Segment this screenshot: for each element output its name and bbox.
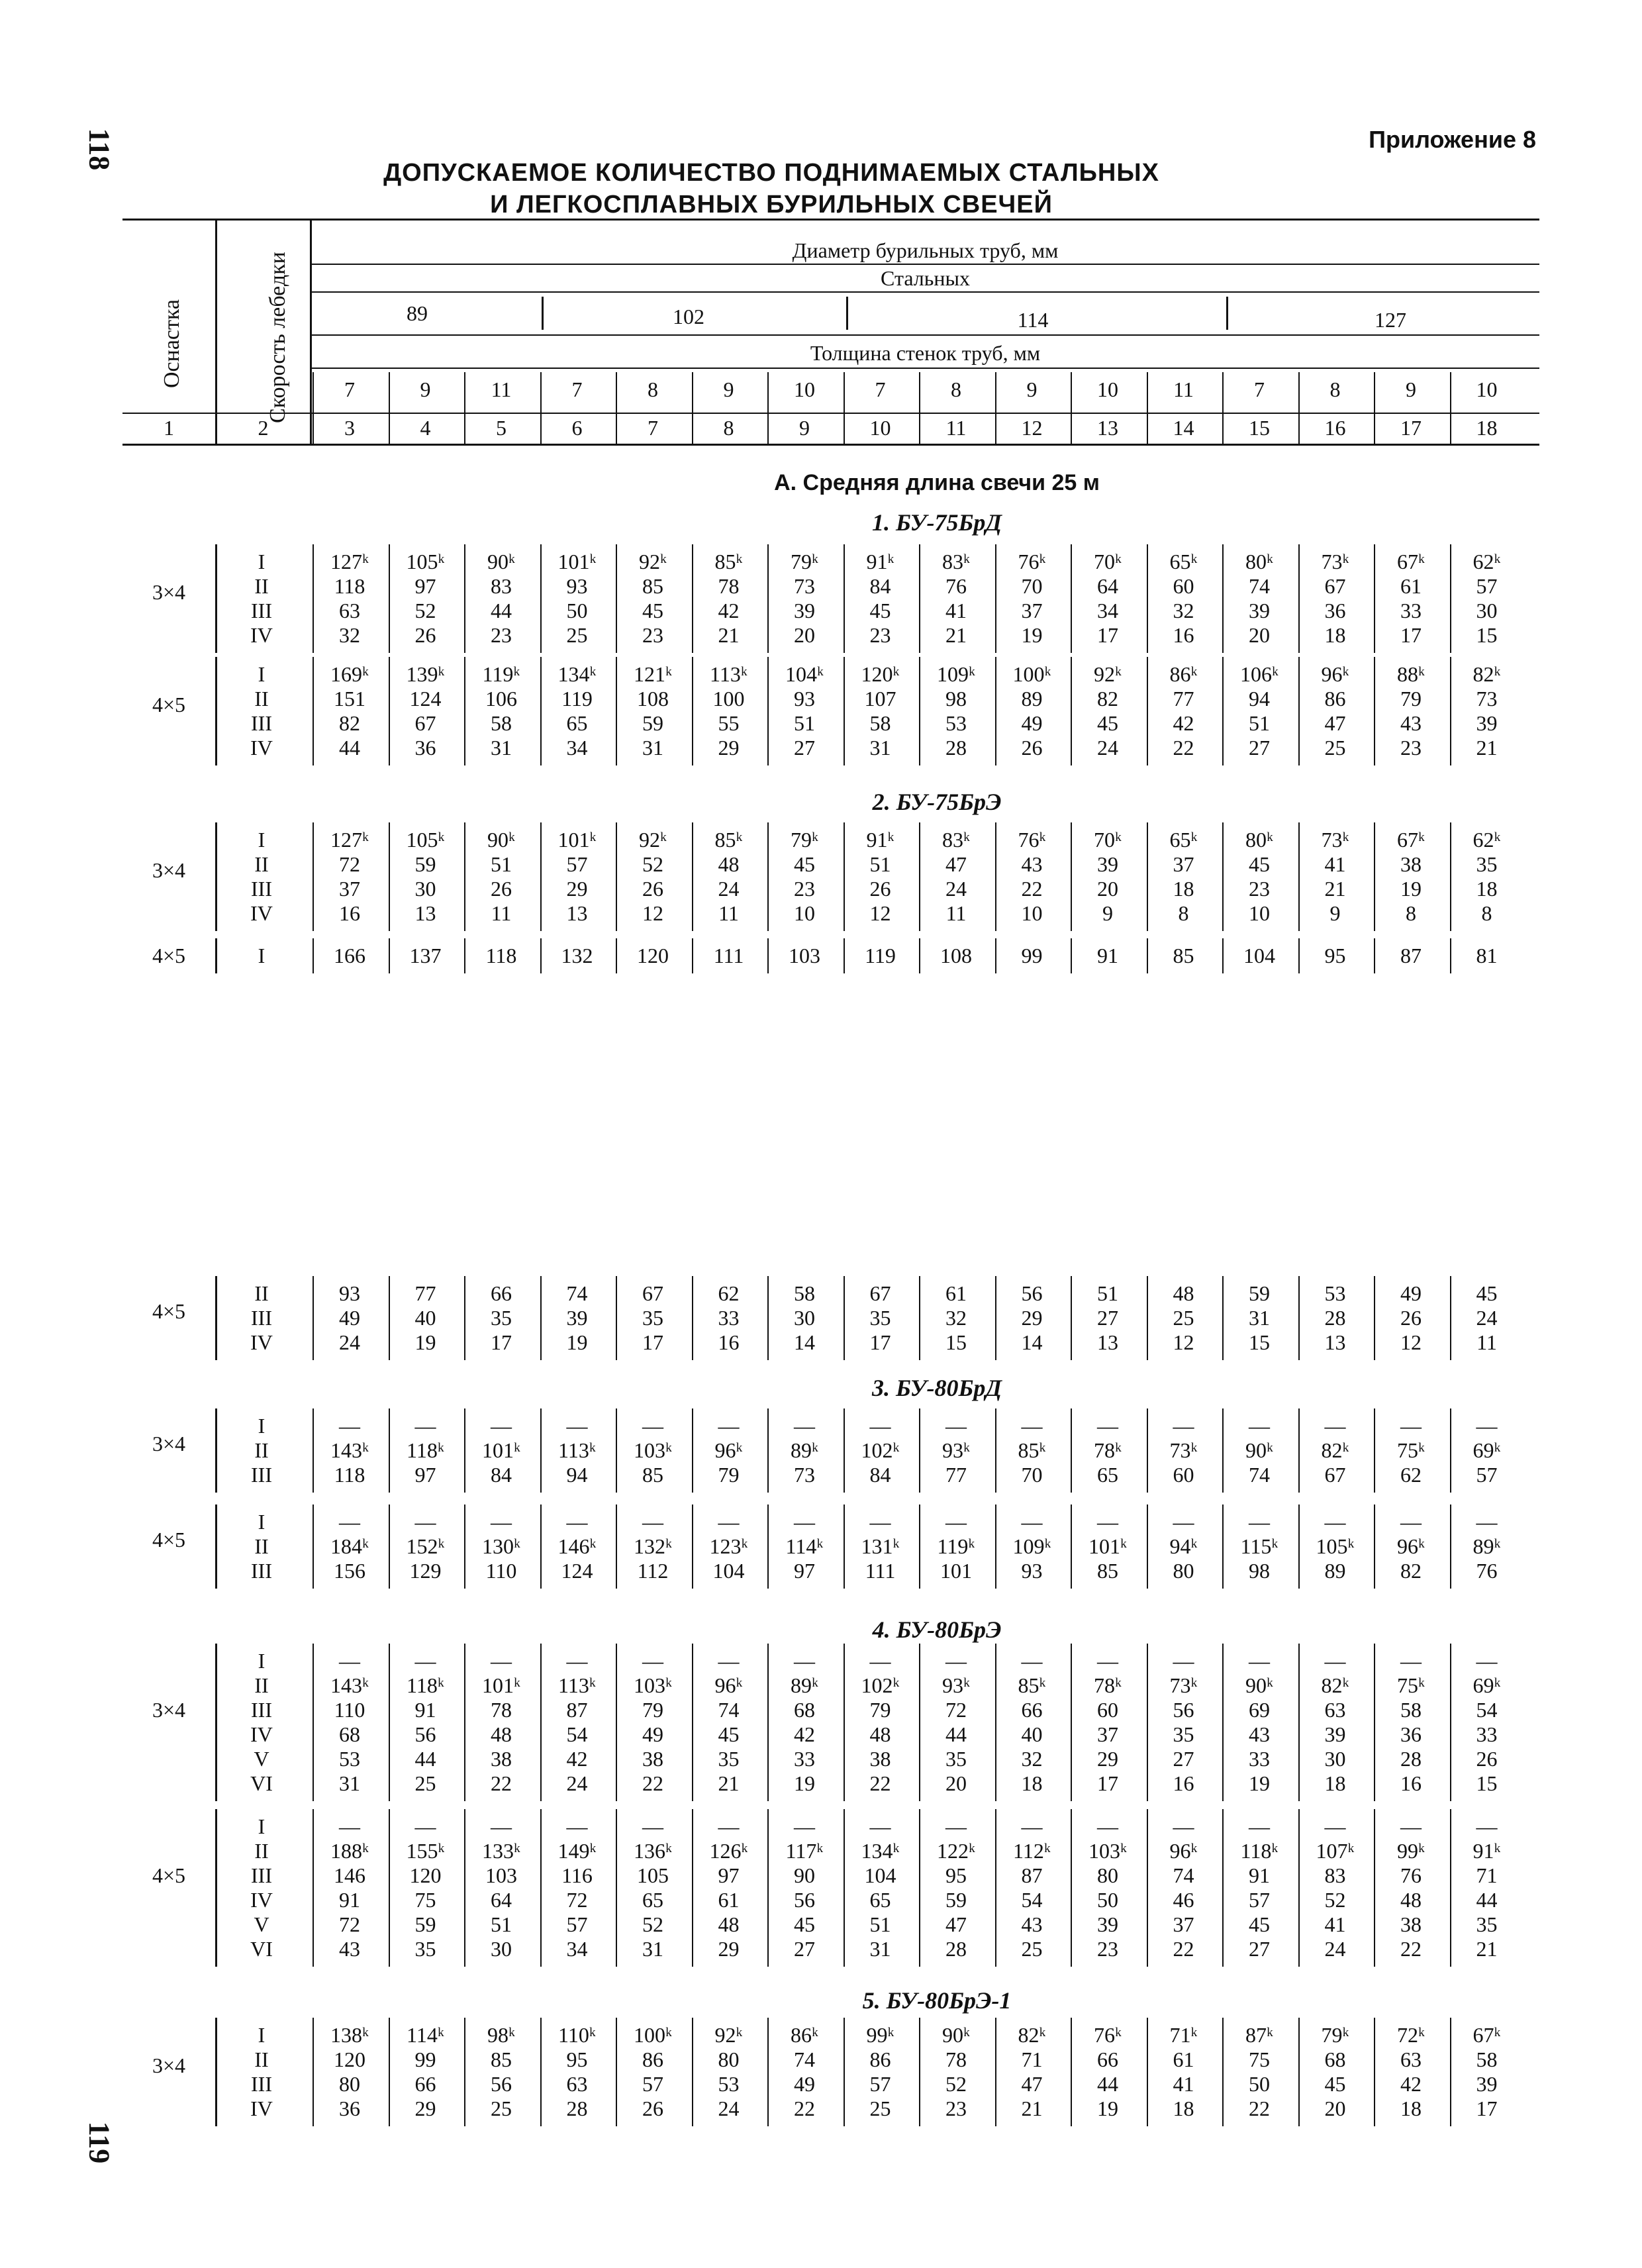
table-cell-column: — 96ᵏ 82 bbox=[1396, 1510, 1425, 1583]
table-cell-column: 88ᵏ 79 43 23 bbox=[1396, 662, 1425, 760]
table-cell-column: 138ᵏ 120 80 36 bbox=[330, 2023, 369, 2120]
table-cell-column: — 101ᵏ 84 bbox=[481, 1414, 521, 1487]
table-cell-column: 73ᵏ 67 36 18 bbox=[1321, 550, 1349, 647]
table-cell-column: — 101ᵏ 85 bbox=[1088, 1510, 1128, 1583]
table-cell-column: 121ᵏ 108 59 31 bbox=[633, 662, 673, 760]
header-col1-number: 1 bbox=[164, 416, 174, 440]
section-a-title: А. Средняя длина свечи 25 м bbox=[774, 470, 1100, 495]
rigging-label: 4×5 bbox=[152, 944, 186, 967]
table-cell-column: — 126ᵏ 97 61 48 29 bbox=[709, 1814, 748, 1961]
header-thickness-cell: 9 bbox=[1026, 377, 1038, 401]
table-cell-column: — 96ᵏ 79 bbox=[714, 1414, 743, 1487]
table-cell-column: — 94ᵏ 80 bbox=[1169, 1510, 1198, 1583]
table-cell-column: — 134ᵏ 104 65 51 31 bbox=[861, 1814, 900, 1961]
table-cell-column: — 118ᵏ 97 bbox=[407, 1414, 444, 1487]
table-cell-column: — 93ᵏ 77 bbox=[942, 1414, 971, 1487]
table-cell-column: 100ᵏ 86 57 26 bbox=[633, 2023, 673, 2120]
table-cell-column: 74 39 19 bbox=[566, 1281, 588, 1354]
header-thickness-cell: 7 bbox=[571, 377, 583, 401]
table-cell-column: 114ᵏ 99 66 29 bbox=[407, 2023, 444, 2120]
table-cell-column: 71ᵏ 61 41 18 bbox=[1169, 2023, 1198, 2120]
header-thickness-cell: 8 bbox=[648, 377, 658, 401]
block-title: 4. БУ-80БрЭ bbox=[872, 1616, 1002, 1643]
table-cell-column: — 85ᵏ 70 bbox=[1018, 1414, 1046, 1487]
table-cell-column: — 184ᵏ 156 bbox=[330, 1510, 369, 1583]
table-cell-column: 83ᵏ 76 41 21 bbox=[942, 550, 971, 647]
table-cell-column: 95 bbox=[1324, 944, 1346, 967]
table-cell-column: 79ᵏ 73 39 20 bbox=[790, 550, 819, 647]
table-cell-column: 67ᵏ 38 19 8 bbox=[1396, 828, 1425, 925]
header-diameter-127: 127 bbox=[1375, 308, 1406, 332]
header-thickness-cell: 7 bbox=[1254, 377, 1265, 401]
winch-speed-list: I II III bbox=[251, 1510, 272, 1583]
table-cell-column: — 101ᵏ 78 48 38 22 bbox=[481, 1649, 521, 1795]
table-cell-column: 83ᵏ 47 24 11 bbox=[942, 828, 971, 925]
header-column-number: 16 bbox=[1324, 416, 1346, 440]
table-cell-column: 105ᵏ 97 52 26 bbox=[406, 550, 445, 647]
table-cell-column: 92ᵏ 80 53 24 bbox=[714, 2023, 743, 2120]
table-cell-column: — 105ᵏ 89 bbox=[1316, 1510, 1355, 1583]
table-cell-column: 62ᵏ 35 18 8 bbox=[1473, 828, 1501, 925]
table-cell-column: — 117ᵏ 90 56 45 27 bbox=[785, 1814, 824, 1961]
header-column-number: 6 bbox=[571, 416, 583, 440]
table-cell-column: — 143ᵏ 110 68 53 31 bbox=[330, 1649, 369, 1795]
header-column-number: 4 bbox=[420, 416, 431, 440]
table-cell-column: 80ᵏ 45 23 10 bbox=[1245, 828, 1274, 925]
table-cell-column: — 78ᵏ 60 37 29 17 bbox=[1093, 1649, 1122, 1795]
header-column-number: 8 bbox=[723, 416, 734, 440]
table-cell-column: 67ᵏ 58 39 17 bbox=[1473, 2023, 1501, 2120]
table-cell-column: 51 27 13 bbox=[1097, 1281, 1118, 1354]
winch-speed-list: II III IV bbox=[250, 1281, 273, 1354]
rigging-label: 3×4 bbox=[152, 1432, 186, 1455]
table-cell-column: 103 bbox=[789, 944, 820, 967]
table-cell-column: — 149ᵏ 116 72 57 34 bbox=[557, 1814, 597, 1961]
table-cell-column: 137 bbox=[409, 944, 442, 967]
table-cell-column: — 82ᵏ 67 bbox=[1321, 1414, 1349, 1487]
table-cell-column: — 89ᵏ 73 bbox=[790, 1414, 819, 1487]
table-cell-column: 104 bbox=[1243, 944, 1275, 967]
table-cell-column: — 112ᵏ 87 54 43 25 bbox=[1013, 1814, 1051, 1961]
table-cell-column: 59 31 15 bbox=[1249, 1281, 1270, 1354]
table-cell-column: — 96ᵏ 74 45 35 21 bbox=[714, 1649, 743, 1795]
table-cell-column: 70ᵏ 64 34 17 bbox=[1093, 550, 1122, 647]
table-cell-column: — 78ᵏ 65 bbox=[1093, 1414, 1122, 1487]
table-cell-column: 53 28 13 bbox=[1324, 1281, 1346, 1354]
header-thickness-cell: 10 bbox=[1097, 377, 1118, 401]
table-cell-column: 87ᵏ 75 50 22 bbox=[1245, 2023, 1274, 2120]
winch-speed-list: I II III IV bbox=[250, 828, 273, 925]
rigging-label: 4×5 bbox=[152, 692, 186, 716]
table-cell-column: 111 bbox=[713, 944, 744, 967]
table-cell-column: 90ᵏ 78 52 23 bbox=[942, 2023, 971, 2120]
table-cell-column: — 188ᵏ 146 91 72 43 bbox=[330, 1814, 369, 1961]
table-cell-column: 85ᵏ 48 24 11 bbox=[714, 828, 743, 925]
header-thickness-cell: 10 bbox=[794, 377, 815, 401]
table-cell-column: — 69ᵏ 54 33 26 15 bbox=[1473, 1649, 1501, 1795]
table-cell-column: 101ᵏ 57 29 13 bbox=[557, 828, 597, 925]
block-title: 1. БУ-75БрД bbox=[872, 509, 1002, 536]
table-cell-column: — 113ᵏ 87 54 42 24 bbox=[558, 1649, 596, 1795]
header-column-number: 9 bbox=[799, 416, 810, 440]
header-column-number: 18 bbox=[1476, 416, 1498, 440]
table-cell-column: — 96ᵏ 74 46 37 22 bbox=[1169, 1814, 1198, 1961]
table-cell-column: — 102ᵏ 84 bbox=[861, 1414, 900, 1487]
table-cell-column: 99ᵏ 86 57 25 bbox=[866, 2023, 894, 2120]
table-cell-column: 110ᵏ 95 63 28 bbox=[558, 2023, 596, 2120]
table-cell-column: — 146ᵏ 124 bbox=[557, 1510, 597, 1583]
table-cell-column: 134ᵏ 119 65 34 bbox=[557, 662, 597, 760]
table-cell-column: 99 bbox=[1021, 944, 1043, 967]
table-cell-column: 166 bbox=[334, 944, 365, 967]
table-cell-column: 127ᵏ 118 63 32 bbox=[330, 550, 369, 647]
table-cell-column: 120 bbox=[637, 944, 669, 967]
table-cell-column: 81 bbox=[1476, 944, 1498, 967]
header-col2-number: 2 bbox=[258, 416, 269, 440]
rigging-label: 3×4 bbox=[152, 579, 186, 604]
block-title: 2. БУ-75БрЭ bbox=[872, 789, 1002, 815]
table-cell-column: 87 bbox=[1400, 944, 1422, 967]
header-column-number: 10 bbox=[869, 416, 891, 440]
table-cell-column: 101ᵏ 93 50 25 bbox=[557, 550, 597, 647]
header-column-number: 13 bbox=[1097, 416, 1118, 440]
header-column-number: 5 bbox=[496, 416, 507, 440]
header-thickness-cell: 11 bbox=[491, 377, 512, 401]
table-cell-column: 45 24 11 bbox=[1476, 1281, 1498, 1354]
header-column-number: 17 bbox=[1400, 416, 1422, 440]
table-cell-column: 72ᵏ 63 42 18 bbox=[1396, 2023, 1425, 2120]
page-title-line1: ДОПУСКАЕМОЕ КОЛИЧЕСТВО ПОДНИМАЕМЫХ СТАЛЬНЫХ bbox=[383, 159, 1159, 187]
winch-speed-list: I II III IV bbox=[250, 662, 273, 760]
table-cell-column: 76ᵏ 70 37 19 bbox=[1018, 550, 1046, 647]
table-cell-column: 79ᵏ 68 45 20 bbox=[1321, 2023, 1349, 2120]
table-cell-column: — 75ᵏ 58 36 28 16 bbox=[1396, 1649, 1425, 1795]
header-column-number: 11 bbox=[945, 416, 967, 440]
table-cell-column: 104ᵏ 93 51 27 bbox=[785, 662, 824, 760]
table-cell-column: 73ᵏ 41 21 9 bbox=[1321, 828, 1349, 925]
table-cell-column: 113ᵏ 100 55 29 bbox=[710, 662, 748, 760]
table-cell-column: 49 26 12 bbox=[1400, 1281, 1422, 1354]
table-cell-column: 118 bbox=[485, 944, 517, 967]
table-cell-column: 70ᵏ 39 20 9 bbox=[1093, 828, 1122, 925]
table-cell-column: — 132ᵏ 112 bbox=[633, 1510, 673, 1583]
table-cell-column: 66 35 17 bbox=[491, 1281, 512, 1354]
header-thickness-cell: 7 bbox=[344, 377, 355, 401]
table-cell-column: 98ᵏ 85 56 25 bbox=[487, 2023, 516, 2120]
table-cell-column: 79ᵏ 45 23 10 bbox=[790, 828, 819, 925]
table-cell-column: — 90ᵏ 74 bbox=[1245, 1414, 1274, 1487]
table-cell-column: — 119ᵏ 101 bbox=[937, 1510, 975, 1583]
table-cell-column: — 136ᵏ 105 65 52 31 bbox=[633, 1814, 673, 1961]
header-thickness-cell: 9 bbox=[1406, 377, 1416, 401]
page-title-line2: И ЛЕГКОСПЛАВНЫХ БУРИЛЬНЫХ СВЕЧЕЙ bbox=[490, 191, 1053, 219]
table-cell-column: 169ᵏ 151 82 44 bbox=[330, 662, 369, 760]
header-column-number: 12 bbox=[1021, 416, 1043, 440]
winch-speed-list: I bbox=[258, 944, 266, 967]
table-cell-column: 93 49 24 bbox=[339, 1281, 360, 1354]
winch-speed-list: I II III IV V VI bbox=[250, 1814, 273, 1961]
table-cell-column: 90ᵏ 83 44 23 bbox=[487, 550, 516, 647]
table-cell-column: — 90ᵏ 69 43 33 19 bbox=[1245, 1649, 1274, 1795]
table-cell-column: 120ᵏ 107 58 31 bbox=[861, 662, 900, 760]
table-cell-column: — 118ᵏ 91 56 44 25 bbox=[407, 1649, 444, 1795]
header-thickness-cell: 8 bbox=[1329, 377, 1341, 401]
winch-speed-list: I II III IV bbox=[250, 2023, 273, 2120]
table-cell-column: 61 32 15 bbox=[945, 1281, 967, 1354]
table-cell-column: 76ᵏ 66 44 19 bbox=[1093, 2023, 1122, 2120]
table-cell-column: — 73ᵏ 56 35 27 16 bbox=[1169, 1649, 1198, 1795]
table-cell-column: 62 33 16 bbox=[718, 1281, 740, 1354]
table-cell-column: 92ᵏ 82 45 24 bbox=[1093, 662, 1122, 760]
header-column-number: 3 bbox=[344, 416, 355, 440]
table-cell-column: 80ᵏ 74 39 20 bbox=[1245, 550, 1274, 647]
table-cell-column: — 103ᵏ 80 50 39 23 bbox=[1088, 1814, 1128, 1961]
table-cell-column: 77 40 19 bbox=[414, 1281, 436, 1354]
table-cell-column: 108 bbox=[940, 944, 972, 967]
table-cell-column: — 89ᵏ 76 bbox=[1473, 1510, 1501, 1583]
table-cell-column: 82ᵏ 73 39 21 bbox=[1473, 662, 1501, 760]
table-cell-column: 90ᵏ 51 26 11 bbox=[487, 828, 516, 925]
rigging-label: 3×4 bbox=[152, 1698, 186, 1722]
table-cell-column: 100ᵏ 89 49 26 bbox=[1012, 662, 1051, 760]
header-steel: Стальных bbox=[881, 266, 970, 290]
header-thickness-cell: 9 bbox=[420, 377, 431, 401]
header-diameter-89: 89 bbox=[407, 301, 428, 325]
rigging-label: 4×5 bbox=[152, 1863, 186, 1887]
header-thickness-cell: 11 bbox=[1173, 377, 1194, 401]
table-cell-column: 139ᵏ 124 67 36 bbox=[406, 662, 445, 760]
winch-speed-list: I II III IV V VI bbox=[250, 1649, 273, 1795]
table-cell-column: — 103ᵏ 79 49 38 22 bbox=[633, 1649, 673, 1795]
table-cell-column: — 109ᵏ 93 bbox=[1012, 1510, 1051, 1583]
header-winch-speed: Скорость лебедки bbox=[266, 252, 290, 423]
rigging-label: 3×4 bbox=[152, 2053, 186, 2077]
header-column-number: 14 bbox=[1173, 416, 1194, 440]
table-cell-column: — 131ᵏ 111 bbox=[861, 1510, 900, 1583]
table-cell-column: — 113ᵏ 94 bbox=[558, 1414, 596, 1487]
table-cell-column: 109ᵏ 98 53 28 bbox=[936, 662, 976, 760]
header-diameter-102: 102 bbox=[673, 305, 704, 328]
table-cell-column: — 143ᵏ 118 bbox=[330, 1414, 369, 1487]
table-cell-column: 105ᵏ 59 30 13 bbox=[406, 828, 445, 925]
table-cell-column: — 99ᵏ 76 48 38 22 bbox=[1396, 1814, 1425, 1961]
table-cell-column: — 85ᵏ 66 40 32 18 bbox=[1018, 1649, 1046, 1795]
table-cell-column: 82ᵏ 71 47 21 bbox=[1018, 2023, 1046, 2120]
header-column-number: 7 bbox=[648, 416, 658, 440]
header-thickness-cell: 9 bbox=[723, 377, 734, 401]
block-title: 5. БУ-80БрЭ-1 bbox=[862, 1987, 1012, 2014]
table-cell-column: — 133ᵏ 103 64 51 30 bbox=[481, 1814, 521, 1961]
table-cell-column: — 82ᵏ 63 39 30 18 bbox=[1321, 1649, 1349, 1795]
winch-speed-list: I II III IV bbox=[250, 550, 273, 647]
table-cell-column: 67ᵏ 61 33 17 bbox=[1396, 550, 1425, 647]
header-column-number: 15 bbox=[1249, 416, 1270, 440]
table-cell-column: 48 25 12 bbox=[1173, 1281, 1194, 1354]
header-rigging: Оснастка bbox=[160, 299, 184, 388]
table-cell-column: 127ᵏ 72 37 16 bbox=[330, 828, 369, 925]
header-thickness-cell: 8 bbox=[951, 377, 961, 401]
table-cell-column: 91ᵏ 51 26 12 bbox=[866, 828, 894, 925]
table-cell-column: 56 29 14 bbox=[1021, 1281, 1043, 1354]
table-cell-column: — 118ᵏ 91 57 45 27 bbox=[1240, 1814, 1279, 1961]
block-title: 3. БУ-80БрД bbox=[872, 1375, 1002, 1401]
table-cell-column: — 122ᵏ 95 59 47 28 bbox=[936, 1814, 976, 1961]
table-cell-column: 67 35 17 bbox=[869, 1281, 891, 1354]
rigging-label: 4×5 bbox=[152, 1528, 186, 1552]
table-cell-column: — 114ᵏ 97 bbox=[785, 1510, 824, 1583]
table-cell-column: 58 30 14 bbox=[794, 1281, 815, 1354]
header-thickness: Толщина стенок труб, мм bbox=[810, 341, 1041, 365]
table-cell-column: — 107ᵏ 83 52 41 24 bbox=[1316, 1814, 1355, 1961]
table-cell-column: — 130ᵏ 110 bbox=[481, 1510, 521, 1583]
header-thickness-cell: 7 bbox=[875, 377, 886, 401]
table-cell-column: 91ᵏ 84 45 23 bbox=[866, 550, 894, 647]
header-diameter-114: 114 bbox=[1017, 308, 1049, 332]
table-cell-column: 76ᵏ 43 22 10 bbox=[1018, 828, 1046, 925]
table-cell-column: — 93ᵏ 72 44 35 20 bbox=[942, 1649, 971, 1795]
header-thickness-cell: 10 bbox=[1476, 377, 1498, 401]
table-cell-column: — 69ᵏ 57 bbox=[1473, 1414, 1501, 1487]
table-cell-column: — 115ᵏ 98 bbox=[1240, 1510, 1279, 1583]
table-cell-column: 65ᵏ 37 18 8 bbox=[1169, 828, 1198, 925]
table-cell-column: — 123ᵏ 104 bbox=[709, 1510, 748, 1583]
table-cell-column: — 89ᵏ 68 42 33 19 bbox=[790, 1649, 819, 1795]
table-cell-column: — 102ᵏ 79 48 38 22 bbox=[861, 1649, 900, 1795]
table-cell-column: 86ᵏ 77 42 22 bbox=[1169, 662, 1198, 760]
table-cell-column: 132 bbox=[561, 944, 593, 967]
table-cell-column: — 155ᵏ 120 75 59 35 bbox=[406, 1814, 445, 1961]
table-cell-column: 119ᵏ 106 58 31 bbox=[482, 662, 520, 760]
table-cell-column: 91 bbox=[1097, 944, 1118, 967]
table-cell-column: 85 bbox=[1173, 944, 1194, 967]
table-cell-column: 62ᵏ 57 30 15 bbox=[1473, 550, 1501, 647]
table-cell-column: 65ᵏ 60 32 16 bbox=[1169, 550, 1198, 647]
table-cell-column: — 103ᵏ 85 bbox=[633, 1414, 673, 1487]
page-number-top: 118 bbox=[83, 128, 116, 171]
table-cell-column: 96ᵏ 86 47 25 bbox=[1321, 662, 1349, 760]
table-cell-column: 67 35 17 bbox=[642, 1281, 663, 1354]
rigging-label: 3×4 bbox=[152, 858, 186, 882]
table-cell-column: 92ᵏ 85 45 23 bbox=[638, 550, 667, 647]
table-cell-column: 106ᵏ 94 51 27 bbox=[1239, 662, 1279, 760]
table-cell-column: 86ᵏ 74 49 22 bbox=[790, 2023, 819, 2120]
table-cell-column: 119 bbox=[865, 944, 896, 967]
header-diameter: Диаметр бурильных труб, мм bbox=[792, 238, 1059, 262]
table-cell-column: 85ᵏ 78 42 21 bbox=[714, 550, 743, 647]
rigging-label: 4×5 bbox=[152, 1299, 186, 1323]
table-cell-column: — 152ᵏ 129 bbox=[406, 1510, 445, 1583]
table-cell-column: 92ᵏ 52 26 12 bbox=[638, 828, 667, 925]
winch-speed-list: I II III bbox=[251, 1414, 272, 1487]
table-cell-column: — 75ᵏ 62 bbox=[1396, 1414, 1425, 1487]
table-cell-column: — 73ᵏ 60 bbox=[1169, 1414, 1198, 1487]
appendix-label: Приложение 8 bbox=[1369, 126, 1536, 153]
page-number-bottom: 119 bbox=[83, 2121, 116, 2164]
table-cell-column: — 91ᵏ 71 44 35 21 bbox=[1473, 1814, 1501, 1961]
